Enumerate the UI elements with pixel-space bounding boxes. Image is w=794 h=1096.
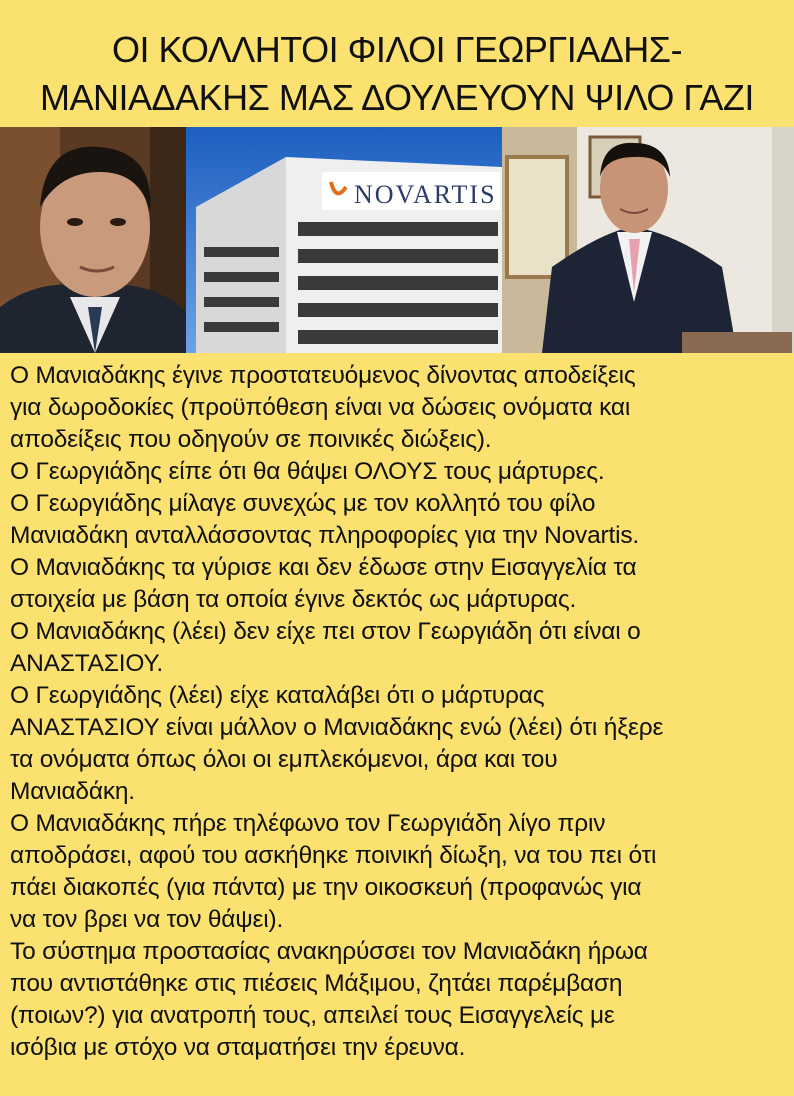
portrait-photo-right bbox=[502, 127, 794, 353]
building-photo bbox=[186, 127, 502, 353]
paragraph: Ο Γεωργιάδης μίλαγε συνεχώς με τον κολλητό του φίλο Μανιαδάκη ανταλλάσσοντας πληροφορίες για την Novartis. bbox=[10, 490, 639, 549]
title-line-1: ΟΙ ΚΟΛΛΗΤΟΙ ΦΙΛΟΙ ΓΕΩΡΓΙΑΔΗΣ- bbox=[111, 29, 683, 70]
title-line-2: ΜΑΝΙΑΔΑΚΗΣ ΜΑΣ ΔΟΥΛΕΥΟΥΝ ΨΙΛΟ ΓΑΖΙ bbox=[40, 77, 754, 118]
paragraph: Ο Γεωργιάδης (λέει) είχε καταλάβει ότι ο μάρτυρας ΑΝΑΣΤΑΣΙΟΥ είναι μάλλον ο Μανιαδάκης ενώ (λέει) ότι ήξερε τα ονόματα όπως όλοι οι εμπλεκόμενοι, άρα και του Μανιαδάκη. bbox=[10, 682, 664, 805]
photo-strip bbox=[0, 127, 794, 353]
paragraph: Ο Μανιαδάκης τα γύρισε και δεν έδωσε στην Εισαγγελία τα στοιχεία με βάση τα οποία έγινε δεκτός ως μάρτυρας. bbox=[10, 554, 637, 613]
paragraph: Ο Μανιαδάκης (λέει) δεν είχε πει στον Γεωργιάδη ότι είναι ο ΑΝΑΣΤΑΣΙΟΥ. bbox=[10, 618, 641, 677]
paragraph: Το σύστημα προστασίας ανακηρύσσει τον Μανιαδάκη ήρωα που αντιστάθηκε στις πιέσεις Μάξιμου, ζητάει παρέμβαση (ποιων?) για ανατροπή τους, απειλεί τους Εισαγγελείς με ισόβια με στόχο να σταματήσει την έρευνα. bbox=[10, 938, 648, 1061]
paragraph: Ο Γεωργιάδης είπε ότι θα θάψει ΟΛΟΥΣ τους μάρτυρες. bbox=[10, 458, 605, 485]
paragraph: Ο Μανιαδάκης έγινε προστατευόμενος δίνοντας αποδείξεις για δωροδοκίες (προϋπόθεση είναι να δώσεις ονόματα και αποδείξεις που οδηγούν σε ποινικές διώξεις). bbox=[10, 362, 636, 453]
paragraph: Ο Μανιαδάκης πήρε τηλέφωνο τον Γεωργιάδη λίγο πριν αποδράσει, αφού του ασκήθηκε ποινική δίωξη, να του πει ότι πάει διακοπές (για πάντα) με την οικοσκευή (προφανώς για να τον βρει να τον θάψει). bbox=[10, 810, 657, 933]
portrait-photo-left bbox=[0, 127, 186, 353]
novartis-sign: NOVARTIS bbox=[354, 180, 497, 209]
page-title bbox=[0, 26, 794, 122]
article-body bbox=[10, 360, 790, 1064]
